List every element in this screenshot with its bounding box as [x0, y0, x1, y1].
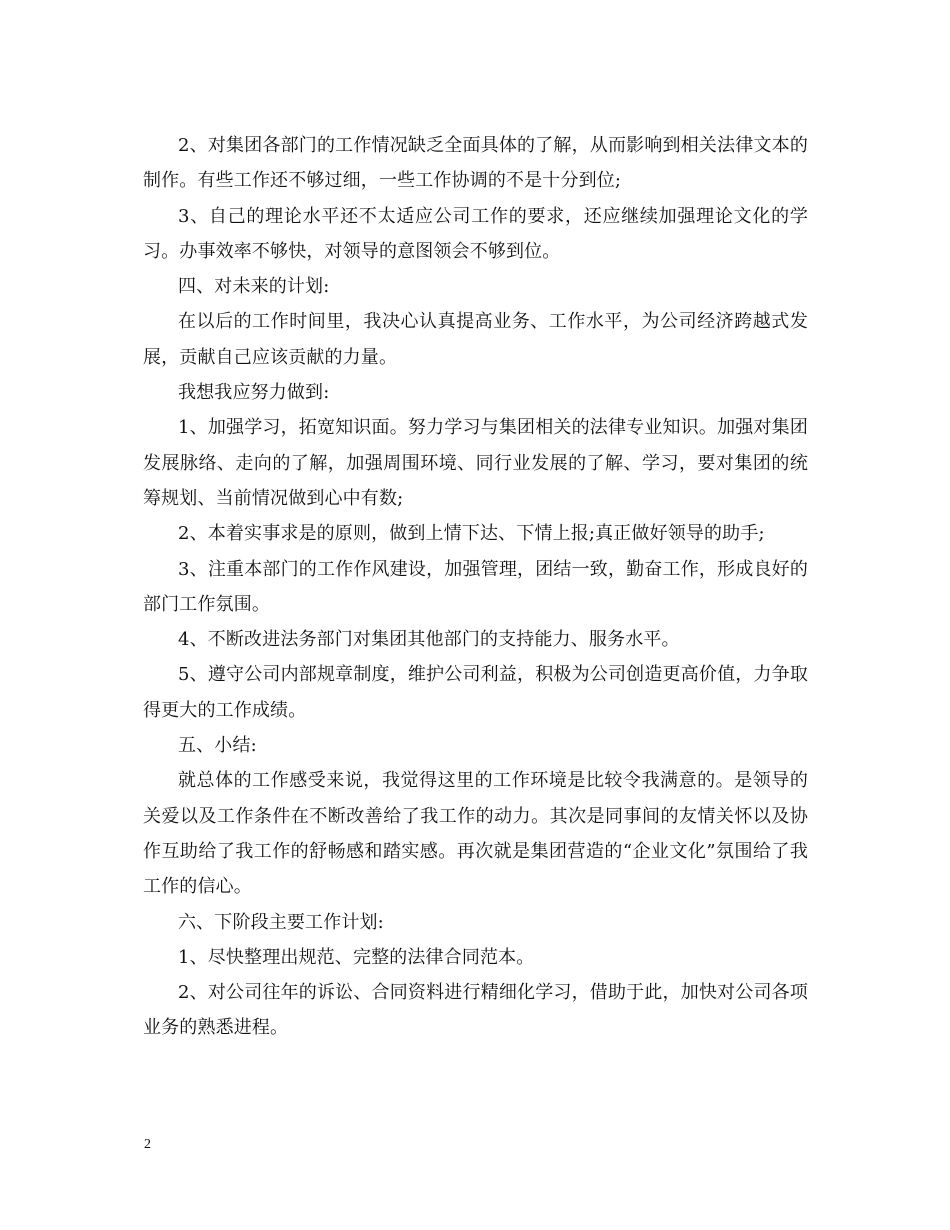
list-item-1: 1、加强学习，拓宽知识面。努力学习与集团相关的法律专业知识。加强对集团发展脉络、走向的了解，加强周围环境、同行业发展的了解、学习，要对集团的统筹规划、当前情况做到心中有数; — [143, 417, 808, 509]
document-body — [143, 128, 808, 1046]
list-item-2: 2、本着实事求是的原则，做到上情下达、下情上报;真正做好领导的助手; — [178, 523, 765, 545]
list-item-3: 3、注重本部门的工作作风建设，加强管理，团结一致，勤奋工作，形成良好的部门工作氛围。 — [143, 558, 808, 615]
list-item-5: 5、遵守公司内部规章制度，维护公司利益，积极为公司创造更高价值，力争取得更大的工作成绩。 — [143, 664, 808, 721]
page-number: 2 — [144, 1137, 151, 1152]
paragraph-1: 2、对集团各部门的工作情况缺乏全面具体的了解，从而影响到相关法律文本的制作。有些工作还不够过细，一些工作协调的不是十分到位; — [143, 135, 808, 192]
plan-item-1: 1、尽快整理出规范、完整的法律合同范本。 — [178, 946, 535, 968]
plan-item-2: 2、对公司往年的诉讼、合同资料进行精细化学习，借助于此，加快对公司各项业务的熟悉进程。 — [143, 982, 808, 1039]
section-heading-summary: 五、小结: — [178, 735, 257, 757]
section-heading-future-plan: 四、对未来的计划: — [178, 276, 330, 298]
summary-paragraph: 就总体的工作感受来说，我觉得这里的工作环境是比较令我满意的。是领导的关爱以及工作条件在不断改善给了我工作的动力。其次是同事间的友情关怀以及协作互助给了我工作的舒畅感和踏实感。再次就是集团营造的“企业文化”氛围给了我工作的信心。 — [143, 770, 808, 898]
paragraph-4: 我想我应努力做到: — [178, 382, 330, 404]
list-item-4: 4、不断改进法务部门对集团其他部门的支持能力、服务水平。 — [178, 629, 680, 651]
paragraph-2: 3、自己的理论水平还不太适应公司工作的要求，还应继续加强理论文化的学习。办事效率不够快，对领导的意图领会不够到位。 — [143, 205, 808, 262]
section-heading-next-plan: 六、下阶段主要工作计划: — [178, 911, 384, 933]
paragraph-3: 在以后的工作时间里，我决心认真提高业务、工作水平，为公司经济跨越式发展，贡献自己应该贡献的力量。 — [143, 311, 808, 368]
